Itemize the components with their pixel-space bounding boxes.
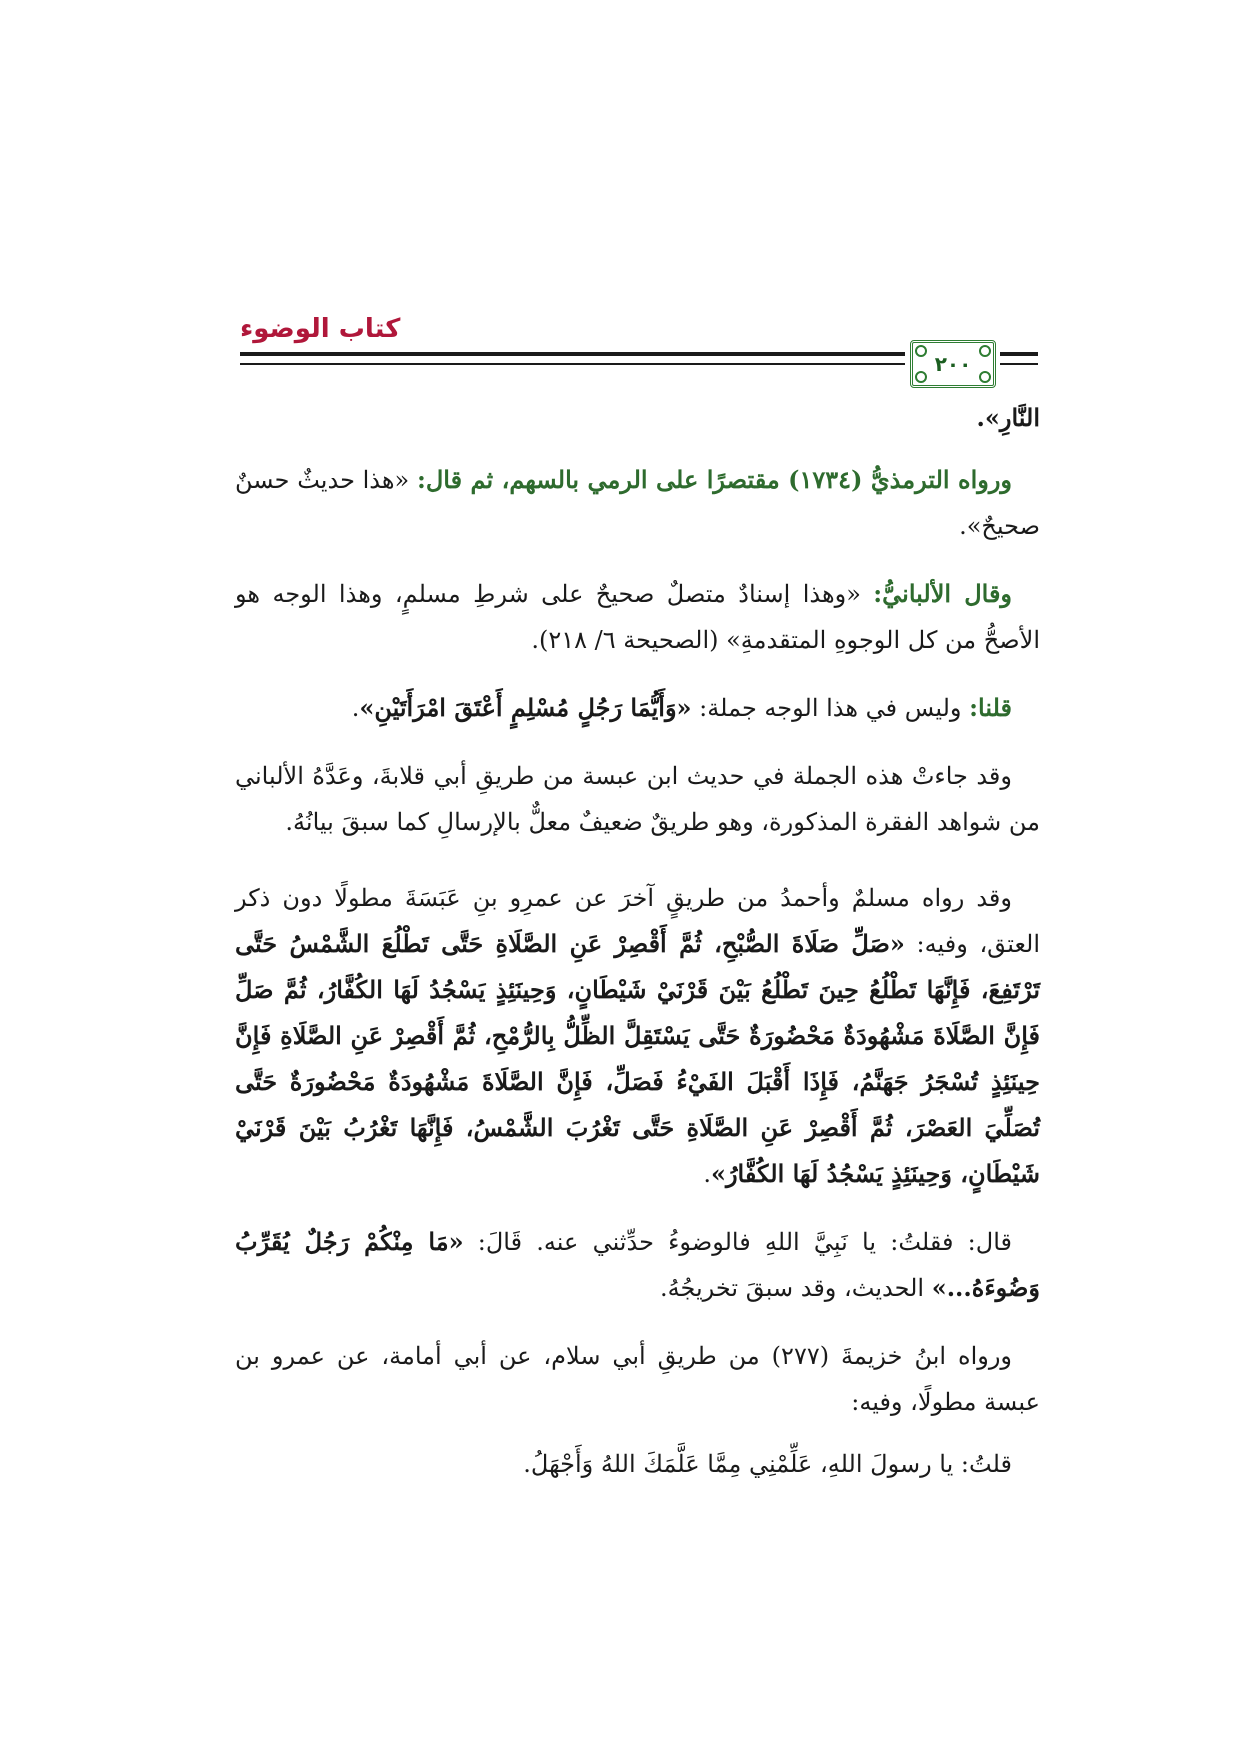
paragraph-4-text: وليس في هذا الوجه جملة: [691, 694, 970, 722]
paragraph-8: ورواه ابنُ خزيمةَ (٢٧٧) من طريقِ أبي سلام، عن أبي أمامة، عن عمرو بن عبسة مطولًا، وفيه: [235, 1342, 1040, 1416]
paragraph-7 [235, 1219, 1040, 1311]
paragraph-6-end: . [703, 1160, 711, 1188]
hadith-text: «صَلِّ صَلَاةَ الصُّبْحِ، ثُمَّ أَقْصِرْ عَنِ الصَّلَاةِ حَتَّى تَطْلُعَ الشَّمْسُ حَتَّى تَرْتَفِعَ، فَإِنَّهَا تَطْلُعُ حِينَ تَطْلُعُ بَيْنَ قَرْنَيْ شَيْطَانٍ، وَحِينَئِذٍ يَسْجُدُ لَهَا الكُفَّارُ، ثُمَّ صَلِّ فَإِنَّ الصَّلَاةَ مَشْهُودَةٌ مَحْضُورَةٌ حَتَّى يَسْتَقِلَّ الظِّلُّ بِالرُّمْحِ، ثُمَّ أَقْصِرْ عَنِ الصَّلَاةِ فَإِنَّ حِينَئِذٍ تُسْجَرُ جَهَنَّمُ، فَإِذَا أَقْبَلَ الفَيْءُ فَصَلِّ، فَإِنَّ الصَّلَاةَ مَشْهُودَةٌ مَحْضُورَةٌ حَتَّى تُصَلِّيَ العَصْرَ، ثُمَّ أَقْصِرْ عَنِ الصَّلَاةِ حَتَّى تَغْرُبَ الشَّمْسُ، فَإِنَّهَا تَغْرُبُ بَيْنَ قَرْنَيْ شَيْطَانٍ، وَحِينَئِذٍ يَسْجُدُ لَهَا الكُفَّارُ» [235, 929, 1040, 1188]
page-number-frame [910, 340, 996, 388]
header-rule-thick-right [1000, 352, 1038, 356]
paragraph-5: وقد جاءتْ هذه الجملة في حديث ابن عبسة من طريقِ أبي قلابةَ، وعَدَّهُ الألباني من شواهد الفقرة المذكورة، وهو طريقٌ ضعيفٌ معلٌّ بالإرسالِ كما سبقَ بيانُهُ. [235, 762, 1040, 836]
header-rule-thick [240, 352, 905, 356]
frame-ornament-icon [915, 345, 927, 357]
header-rule-thin-right [1000, 363, 1038, 365]
paragraph-6 [235, 875, 1040, 1197]
paragraph-9: قلتُ: يا رسولَ اللهِ، عَلِّمْنِي مِمَّا عَلَّمَكَ اللهُ وَأَجْهَلُ. [523, 1450, 1012, 1478]
paragraph-7-end: الحديث، وقد سبقَ تخريجُهُ. [660, 1274, 932, 1302]
qulna-label: قلنا: [969, 693, 1012, 722]
hadith-phrase: «وَأَيُّمَا رَجُلٍ مُسْلِمٍ أَعْتَقَ امْرَأَتَيْنِ» [359, 693, 692, 722]
frame-ornament-icon [979, 371, 991, 383]
main-text [235, 395, 1040, 1509]
tirmidhi-quote: «هذا حديثٌ حسنٌ صحيحٌ». [235, 466, 1040, 540]
paragraph-4-end: . [351, 694, 360, 722]
paragraph-6-intro: وقد رواه مسلمٌ وأحمدُ من طريقٍ آخرَ عن عمرِو بنِ عَبَسَةَ مطولًا دون ذكر العتق، وفيه: [235, 884, 1041, 958]
running-title: كتاب الوضوء [240, 314, 401, 344]
paragraph-7-intro: قال: فقلتُ: يا نَبِيَّ اللهِ فالوضوءُ حدِّثني عنه. قَالَ: [463, 1228, 1012, 1256]
paragraph-2 [235, 457, 1040, 549]
paragraph-4 [235, 685, 1040, 731]
paragraph-3 [235, 571, 1040, 663]
page-number: ٢٠٠ [934, 352, 972, 376]
albani-label: وقال الألبانيُّ: [873, 579, 1013, 608]
frame-ornament-icon [915, 371, 927, 383]
paragraph-1: النَّارِ». [976, 403, 1040, 432]
tirmidhi-citation: ورواه الترمذيُّ (١٧٣٤) مقتصرًا على الرمي بالسهم، ثم قال: [416, 465, 1013, 494]
frame-ornament-icon [979, 345, 991, 357]
hadith-wudu: «مَا مِنْكُمْ رَجُلٌ يُقَرِّبُ وَضُوءَهُ...» [235, 1227, 1040, 1302]
albani-quote: «وهذا إسنادٌ متصلٌ صحيحٌ على شرطِ مسلمٍ، وهذا الوجه هو الأصحُّ من كل الوجوهِ المتقدمةِ» (الصحيحة ٦/ ٢١٨). [235, 580, 1040, 654]
header-rule-thin [240, 363, 905, 365]
